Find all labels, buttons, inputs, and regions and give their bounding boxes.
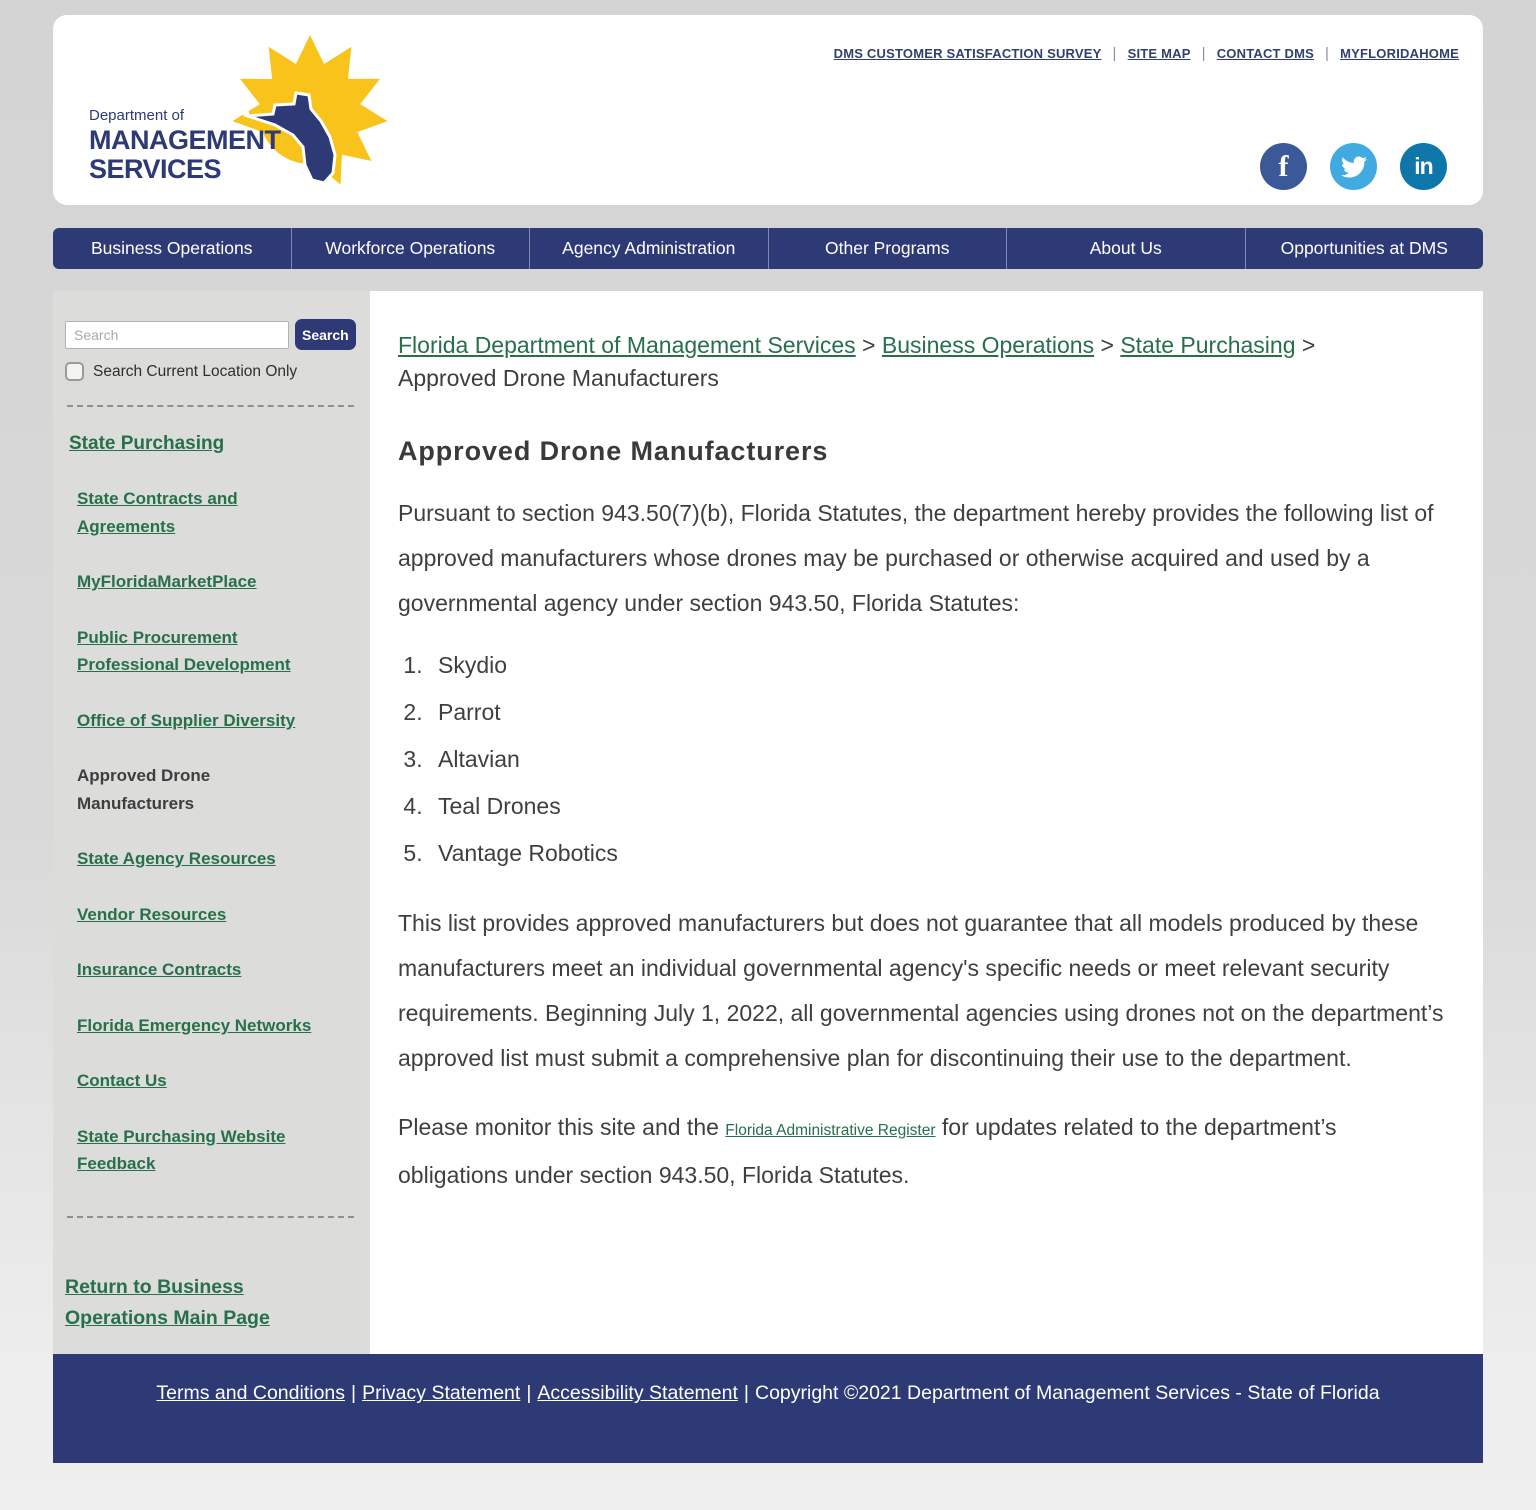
intro-paragraph: Pursuant to section 943.50(7)(b), Florida Statutes, the department hereby provides the following list of approved manufacturers whose drones may be purchased or otherwise acquired and used by a governmental agency under section 943.50, Florida Statutes: <box>398 500 1434 617</box>
primary-nav <box>53 228 1483 269</box>
sidebar-item-contact-us[interactable] <box>77 1067 332 1095</box>
facebook-icon[interactable] <box>1260 143 1307 190</box>
search-input[interactable] <box>65 321 289 349</box>
footer-copyright: Copyright ©2021 Department of Management Services - State of Florida <box>754 1382 1380 1405</box>
dashed-divider <box>67 1216 354 1218</box>
content-region <box>53 291 1483 1354</box>
return-to-business-operations-link[interactable]: Return to Business Operations Main Page <box>65 1275 270 1330</box>
search-location-label: Search Current Location Only <box>93 362 298 380</box>
link-site-map[interactable]: SITE MAP <box>1127 46 1191 61</box>
sidebar-item-state-contracts[interactable] <box>77 485 332 540</box>
site-footer <box>53 1354 1483 1463</box>
breadcrumb-separator: > <box>1301 332 1316 358</box>
breadcrumb-link-dms[interactable]: Florida Department of Management Services <box>398 332 856 358</box>
search-location-option <box>65 362 356 381</box>
sidebar-item-florida-emergency-networks[interactable] <box>77 1012 332 1040</box>
sidebar-link-list <box>65 485 356 1178</box>
link-dms-survey[interactable]: DMS CUSTOMER SATISFACTION SURVEY <box>833 46 1102 61</box>
manufacturer-item: 2. Parrot <box>429 689 1451 736</box>
sidebar-item-label: MyFloridaMarketPlace <box>77 572 257 592</box>
site-header <box>53 15 1483 205</box>
dms-logo[interactable] <box>83 27 423 203</box>
sidebar-item-public-procurement[interactable] <box>77 624 332 679</box>
manufacturer-list <box>398 642 1451 877</box>
manufacturer-item: 4. Teal Drones <box>429 783 1451 830</box>
divider: | <box>1112 45 1117 62</box>
page-container <box>53 0 1483 1463</box>
breadcrumb-separator: > <box>862 332 876 358</box>
page-title: Approved Drone Manufacturers <box>398 436 829 467</box>
sidebar-item-myfloridamarketplace[interactable] <box>77 568 332 596</box>
sidebar-item-label: Office of Supplier Diversity <box>77 710 296 730</box>
sidebar-item-label: Insurance Contracts <box>77 960 242 980</box>
logo-management: MANAGEMENT <box>89 125 281 155</box>
logo-wordmark <box>89 107 281 184</box>
linkedin-icon[interactable] <box>1400 143 1447 190</box>
footer-separator: | <box>351 1382 357 1405</box>
monitor-text-before: Please monitor this site and the <box>398 1114 726 1141</box>
nav-workforce-operations[interactable]: Workforce Operations <box>291 228 530 269</box>
footer-link-accessibility[interactable]: Accessibility Statement <box>537 1382 738 1405</box>
breadcrumb-link-business-operations[interactable]: Business Operations <box>881 332 1095 358</box>
logo-department-of: Department of <box>89 107 185 124</box>
manufacturer-item: 1. Skydio <box>429 642 1451 689</box>
footer-link-terms[interactable]: Terms and Conditions <box>156 1382 346 1405</box>
sidebar-item-state-purchasing[interactable]: State Purchasing <box>69 433 225 454</box>
dashed-divider <box>67 405 354 407</box>
sidebar-item-state-agency-resources[interactable] <box>77 845 332 873</box>
twitter-bird-glyph <box>1341 154 1367 180</box>
breadcrumb-separator: > <box>1100 332 1114 358</box>
sidebar-item-label: State Contracts and Agreements <box>77 489 238 536</box>
utility-links <box>834 45 1459 62</box>
disclaimer-paragraph: This list provides approved manufacturers but does not guarantee that all models produced by these manufacturers meet an individual governmental agency's specific needs or meet relevant security requirements. Beginning July 1, 2022, all governmental agencies using drones not on the department’s approved list must submit a comprehensive plan for discontinuing their use to the department. <box>398 910 1444 1072</box>
link-contact-dms[interactable]: CONTACT DMS <box>1216 46 1315 61</box>
search-button[interactable]: Search <box>295 319 356 350</box>
footer-separator: | <box>743 1382 749 1405</box>
sidebar-item-label: Approved Drone Manufacturers <box>77 766 211 813</box>
breadcrumb-link-state-purchasing[interactable]: State Purchasing <box>1120 332 1296 358</box>
social-links <box>1260 143 1447 190</box>
sidebar-item-insurance-contracts[interactable] <box>77 956 332 984</box>
nav-opportunities-at-dms[interactable]: Opportunities at DMS <box>1245 228 1484 269</box>
sidebar-item-label: State Agency Resources <box>77 849 276 869</box>
logo-services: SERVICES <box>89 153 222 184</box>
monitor-paragraph <box>398 1105 1451 1198</box>
breadcrumb <box>398 329 1363 394</box>
divider: | <box>1325 45 1330 62</box>
sidebar-item-label: Florida Emergency Networks <box>77 1015 312 1035</box>
divider: | <box>1201 45 1206 62</box>
sidebar-search <box>65 319 356 350</box>
sidebar-item-supplier-diversity[interactable] <box>77 707 332 735</box>
sidebar <box>53 291 370 1354</box>
nav-agency-administration[interactable]: Agency Administration <box>529 228 768 269</box>
sidebar-item-label: Contact Us <box>77 1071 167 1091</box>
search-location-checkbox[interactable] <box>65 362 84 381</box>
florida-administrative-register-link[interactable]: Florida Administrative Register <box>725 1122 936 1140</box>
sidebar-item-website-feedback[interactable] <box>77 1123 332 1178</box>
sidebar-item-label: Vendor Resources <box>77 904 227 924</box>
link-myfloridahome[interactable]: MYFLORIDAHOME <box>1340 46 1459 61</box>
monitor-text-after: for updates related to the department’s obligations under section 943.50, Florida Statutes. <box>398 1114 1337 1189</box>
sidebar-item-label: State Purchasing Website Feedback <box>77 1126 286 1174</box>
footer-link-privacy[interactable]: Privacy Statement <box>362 1382 521 1405</box>
nav-about-us[interactable]: About Us <box>1006 228 1245 269</box>
manufacturer-item: 5. Vantage Robotics <box>429 830 1451 877</box>
facebook-glyph: f <box>1278 149 1289 183</box>
linkedin-glyph: in <box>1414 153 1433 179</box>
sidebar-item-vendor-resources[interactable] <box>77 901 332 929</box>
breadcrumb-current-page: Approved Drone Manufacturers <box>398 364 719 391</box>
sidebar-item-approved-drone-manufacturers-current <box>77 762 332 817</box>
nav-other-programs[interactable]: Other Programs <box>768 228 1007 269</box>
manufacturer-item: 3. Altavian <box>429 736 1451 783</box>
twitter-icon[interactable] <box>1330 143 1377 190</box>
main-content <box>370 291 1483 1354</box>
footer-separator: | <box>526 1382 532 1405</box>
nav-business-operations[interactable]: Business Operations <box>91 238 253 258</box>
sidebar-item-label: Public Procurement Professional Development <box>77 627 291 675</box>
